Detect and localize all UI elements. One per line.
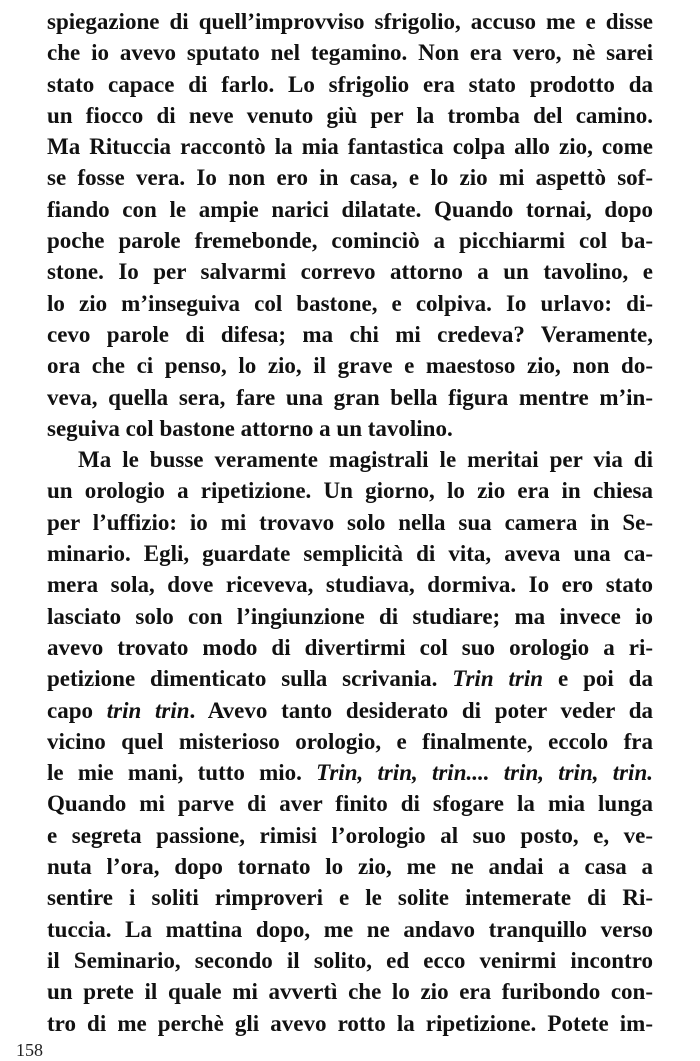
text-line bbox=[47, 538, 653, 569]
text-segment: fiando con le ampie narici dilatate. Quando tornai, dopo bbox=[47, 196, 653, 222]
text-segment: per l’uffizio: io mi trovavo solo nella sua camera in Se- bbox=[47, 509, 653, 535]
text-line bbox=[47, 601, 653, 632]
text-segment: il Seminario, secondo il solito, ed ecco venirmi incontro bbox=[47, 947, 653, 973]
text-segment: un prete il quale mi avvertì che lo zio era furibondo con- bbox=[47, 979, 653, 1005]
text-line bbox=[47, 256, 653, 287]
text-segment: . Avevo tanto desiderato di poter veder da bbox=[189, 697, 653, 723]
text-line bbox=[47, 914, 653, 945]
italic-text-segment: Trin, trin, trin.... trin, trin, trin. bbox=[316, 760, 653, 786]
text-segment: Quando mi parve di aver finito di sfogare la mia lunga bbox=[47, 791, 653, 817]
text-segment: veva, quella sera, fare una gran bella figura mentre m’in- bbox=[47, 384, 653, 410]
text-line bbox=[47, 288, 653, 319]
text-line bbox=[47, 882, 653, 913]
text-segment: Ma Rituccia raccontò la mia fantastica colpa allo zio, come bbox=[47, 134, 653, 160]
italic-text-segment: Trin trin bbox=[452, 666, 544, 692]
text-line bbox=[47, 976, 653, 1007]
page-number: 158 bbox=[16, 1040, 43, 1060]
text-line bbox=[47, 194, 653, 225]
text-line bbox=[47, 382, 653, 413]
text-segment: un orologio a ripetizione. Un giorno, lo zio era in chiesa bbox=[47, 478, 653, 504]
italic-text-segment: trin trin bbox=[106, 697, 190, 723]
text-segment: ora che ci penso, lo zio, il grave e maestoso zio, non do- bbox=[47, 353, 653, 379]
text-segment: Ma le busse veramente magistrali le meritai per via di bbox=[78, 447, 653, 473]
text-line bbox=[47, 507, 653, 538]
text-segment: un fiocco di neve venuto giù per la tromba del camino. bbox=[47, 102, 653, 128]
text-line bbox=[47, 1008, 653, 1039]
text-segment: sentire i soliti rimproveri e le solite intemerate di Ri- bbox=[47, 885, 653, 911]
text-segment: nuta l’ora, dopo tornato lo zio, me ne andai a casa a bbox=[47, 854, 653, 880]
text-segment: cevo parole di difesa; ma chi mi credeva? Veramente, bbox=[47, 321, 653, 347]
text-segment: seguiva col bastone attorno a un tavolino. bbox=[47, 415, 453, 441]
text-line bbox=[47, 319, 653, 350]
text-line bbox=[47, 632, 653, 663]
text-line bbox=[47, 726, 653, 757]
text-line bbox=[47, 69, 653, 100]
text-segment: che io avevo sputato nel tegamino. Non era vero, nè sarei bbox=[47, 40, 653, 66]
text-segment: minario. Egli, guardate semplicità di vita, aveva una ca- bbox=[47, 541, 653, 567]
text-segment: petizione dimenticato sulla scrivania. bbox=[47, 666, 453, 692]
text-segment: avevo trovato modo di divertirmi col suo orologio a ri- bbox=[47, 634, 653, 660]
text-segment: se fosse vera. Io non ero in casa, e lo zio mi aspettò sof- bbox=[47, 165, 653, 191]
text-segment: capo bbox=[47, 697, 107, 723]
text-segment: tro di me perchè gli avevo rotto la ripetizione. Potete im- bbox=[47, 1010, 653, 1036]
text-segment: stato capace di farlo. Lo sfrigolio era stato prodotto da bbox=[47, 71, 653, 97]
text-line bbox=[47, 37, 653, 68]
text-segment: stone. Io per salvarmi correvo attorno a un tavolino, e bbox=[47, 259, 653, 285]
text-segment: lasciato solo con l’ingiunzione di studiare; ma invece io bbox=[47, 603, 653, 629]
text-line bbox=[47, 475, 653, 506]
text-line bbox=[47, 162, 653, 193]
text-line bbox=[47, 413, 653, 444]
text-line bbox=[47, 350, 653, 381]
page-body-text bbox=[47, 6, 653, 1039]
text-segment: e poi da bbox=[543, 666, 653, 692]
text-line bbox=[47, 6, 653, 37]
text-line bbox=[47, 820, 653, 851]
text-line bbox=[47, 851, 653, 882]
text-line bbox=[47, 100, 653, 131]
text-segment: vicino quel misterioso orologio, e finalmente, eccolo fra bbox=[47, 728, 653, 754]
text-segment: spiegazione di quell’improvviso sfrigolio, accuso me e disse bbox=[47, 9, 653, 34]
text-segment: mera sola, dove riceveva, studiava, dormiva. Io ero stato bbox=[47, 572, 653, 598]
text-line bbox=[47, 225, 653, 256]
text-segment: tuccia. La mattina dopo, me ne andavo tranquillo verso bbox=[47, 916, 653, 942]
text-segment: le mie mani, tutto mio. bbox=[47, 760, 317, 786]
text-line bbox=[47, 695, 653, 726]
text-line bbox=[47, 663, 653, 694]
text-line bbox=[47, 757, 653, 788]
text-line bbox=[47, 788, 653, 819]
text-segment: poche parole fremebonde, cominciò a picchiarmi col ba- bbox=[47, 228, 653, 254]
text-segment: e segreta passione, rimisi l’orologio al suo posto, e, ve- bbox=[47, 822, 653, 848]
text-line bbox=[47, 945, 653, 976]
text-segment: lo zio m’inseguiva col bastone, e colpiva. Io urlavo: di- bbox=[47, 290, 653, 316]
text-line bbox=[47, 569, 653, 600]
text-line bbox=[47, 444, 653, 475]
text-line bbox=[47, 131, 653, 162]
